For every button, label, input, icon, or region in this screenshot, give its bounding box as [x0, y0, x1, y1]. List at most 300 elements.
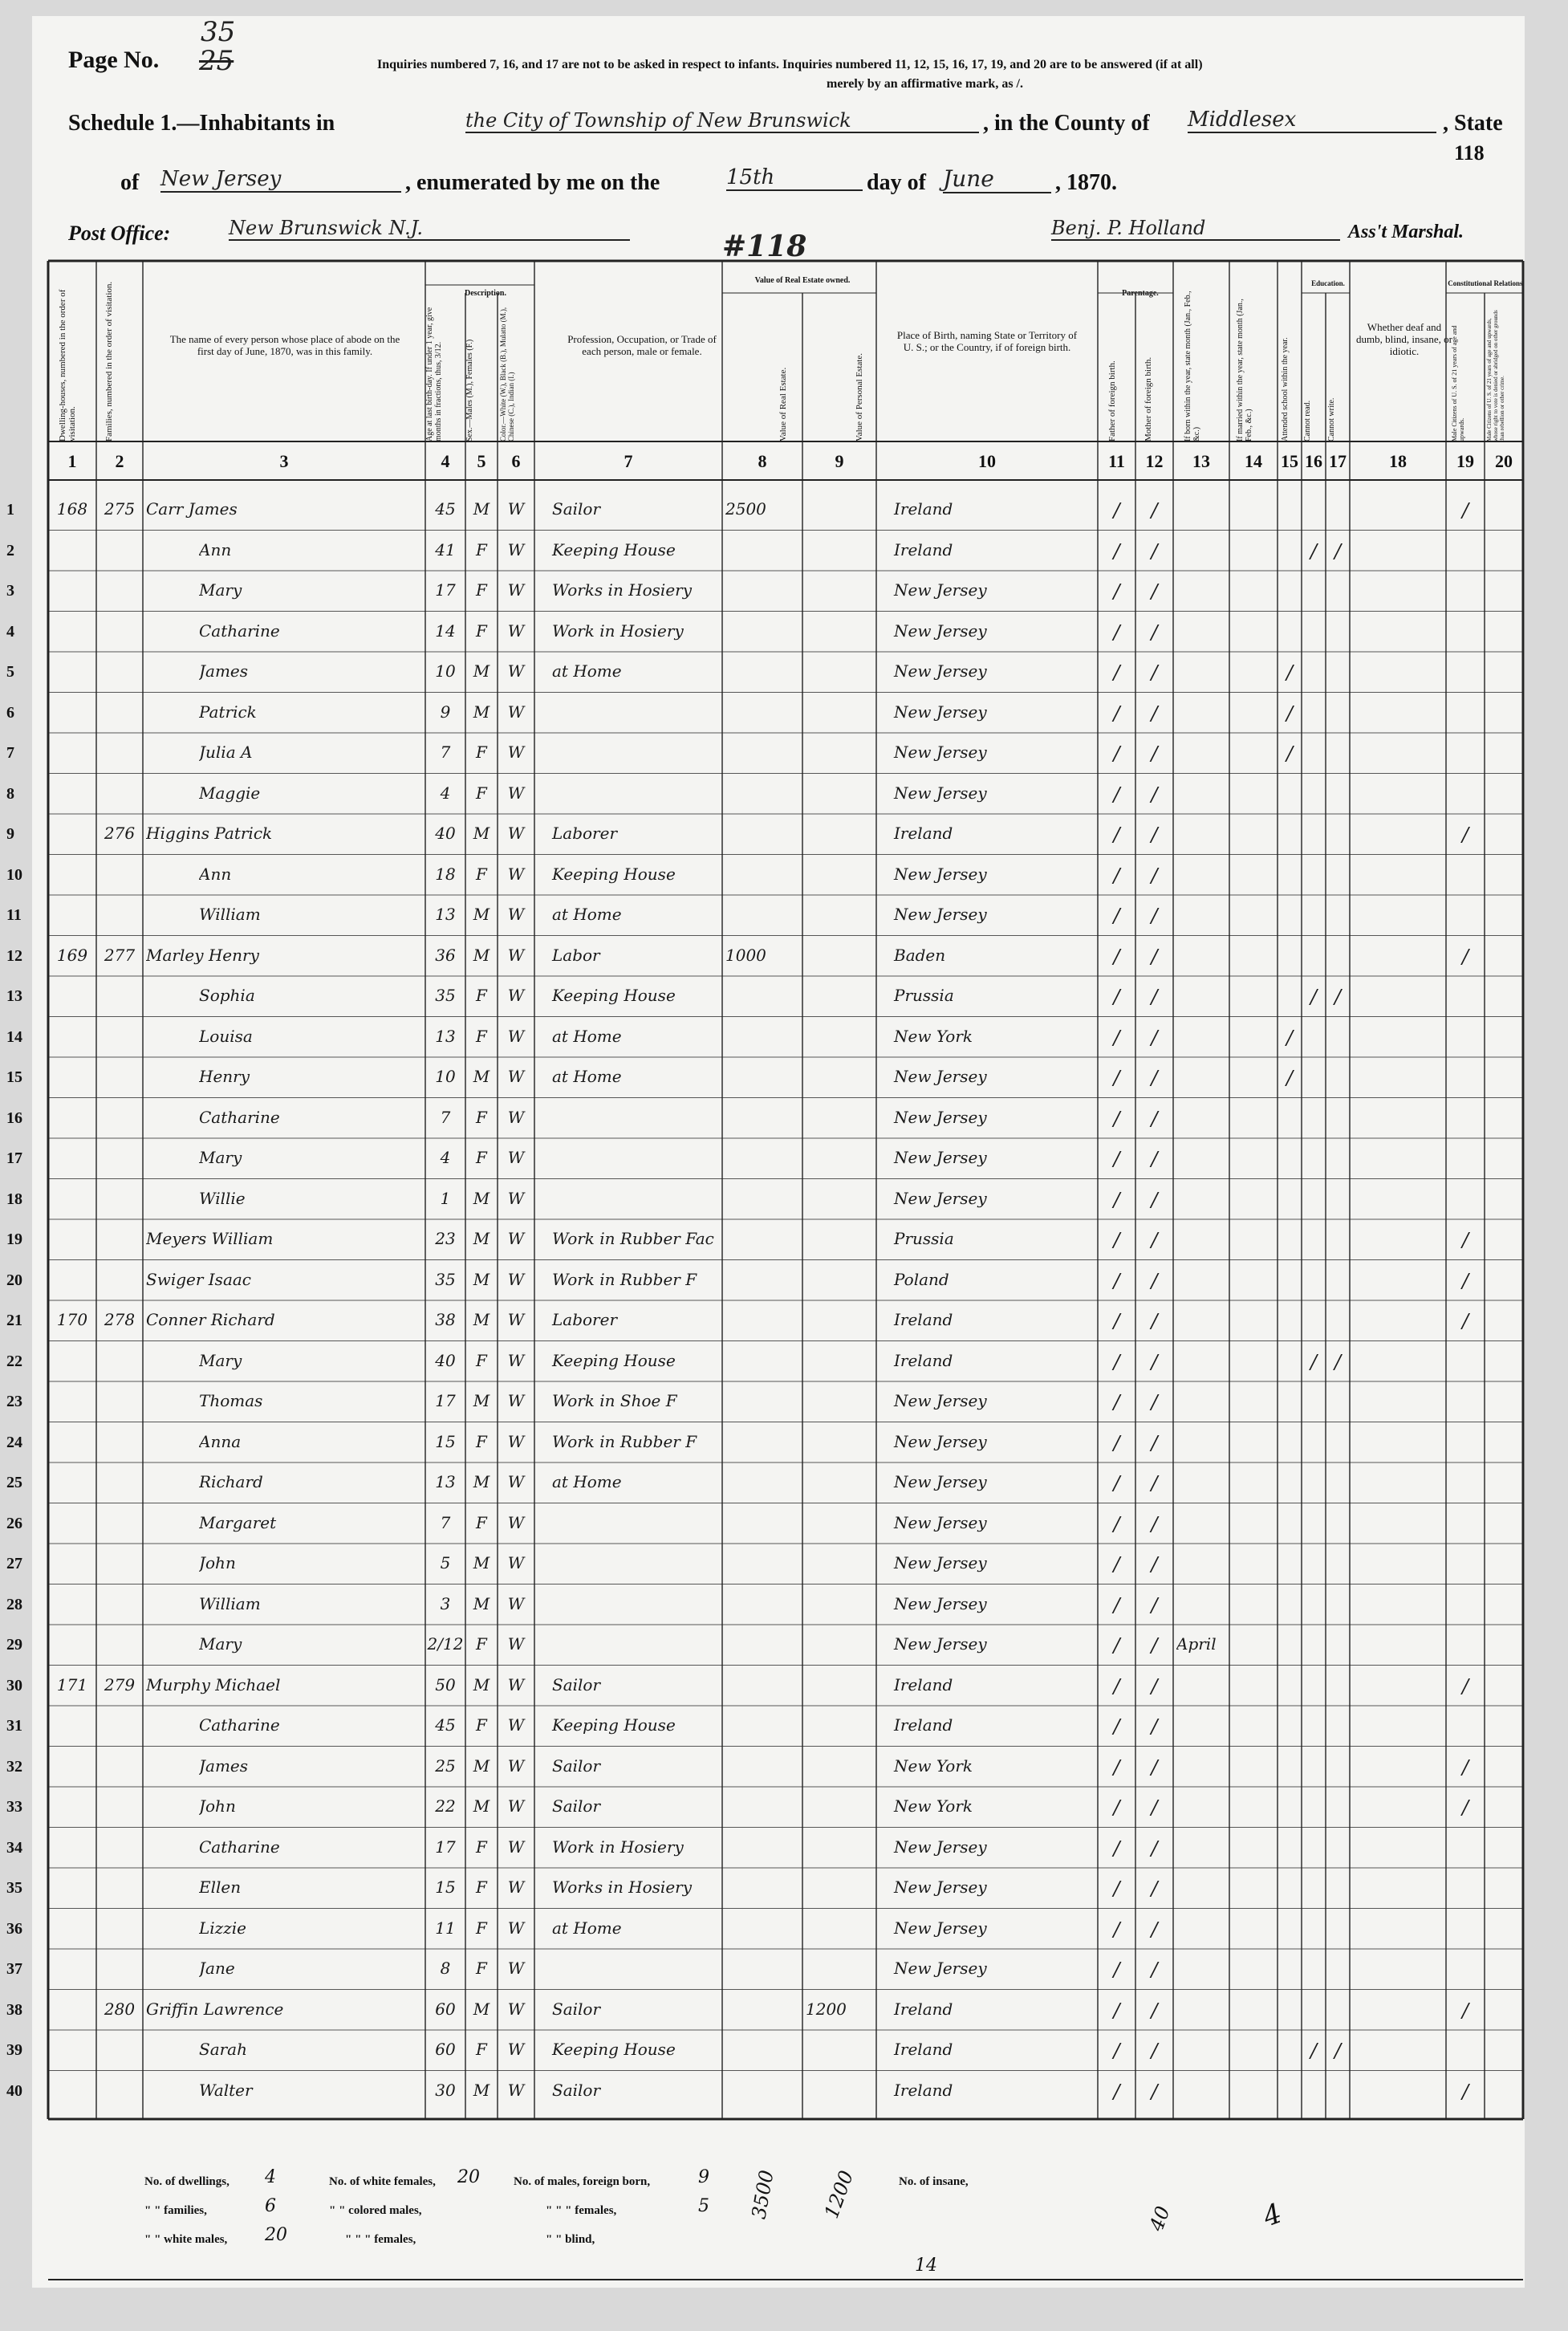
cell-color: W: [507, 1837, 525, 1857]
cell-mother-foreign: /: [1151, 1593, 1158, 1617]
cell-mother-foreign: /: [1151, 1715, 1158, 1738]
cell-age: 35: [435, 1269, 456, 1289]
cell-name: Anna: [199, 1431, 242, 1451]
cell-sex: M: [473, 1755, 490, 1776]
cell-sex: M: [473, 499, 490, 519]
cell-age: 17: [435, 1837, 456, 1857]
header-personal-estate: Value of Personal Estate.: [855, 353, 864, 441]
row-number-left: 23: [6, 1393, 22, 1410]
cell-occupation: Labor: [552, 945, 600, 965]
cell-color: W: [507, 2080, 525, 2100]
row-number-left: 19: [6, 1231, 22, 1248]
cell-name: Louisa: [199, 1026, 253, 1046]
cell-name: Richard: [199, 1472, 263, 1491]
column-number: 1: [67, 451, 77, 471]
row-number-left: 13: [6, 987, 22, 1005]
column-number: 4: [441, 451, 450, 471]
cell-father-foreign: /: [1113, 1472, 1120, 1495]
cell-birthplace: New York: [894, 1755, 973, 1776]
cell-age: 13: [435, 1026, 456, 1046]
cell-occupation: Keeping House: [552, 864, 676, 884]
cell-name: Carr James: [146, 499, 238, 519]
cell-age: 41: [435, 539, 456, 559]
header-birthplace: Place of Birth, naming State or Territory of U. S.; or the Country, if of foreign birth.: [896, 329, 1078, 353]
cell-birthplace: New York: [894, 1796, 973, 1816]
cell-occupation: Work in Shoe F: [552, 1391, 677, 1410]
footer-families-value: 6: [265, 2196, 276, 2216]
cell-age: 9: [440, 702, 451, 722]
header-constitutional: Constitutional Relations.: [1448, 279, 1525, 287]
cell-name: Catharine: [199, 620, 280, 641]
row-number-left: 10: [6, 865, 22, 884]
cell-birthplace: Ireland: [894, 1674, 953, 1694]
cell-birthplace: New Jersey: [894, 1837, 987, 1857]
cell-occupation: at Home: [552, 1026, 622, 1046]
cell-occupation: Work in Rubber Fac: [552, 1229, 714, 1248]
cell-age: 38: [435, 1310, 456, 1329]
column-number: 9: [835, 451, 844, 471]
cell-occupation: at Home: [552, 905, 622, 924]
cell-age: 30: [435, 2080, 456, 2100]
cell-age: 18: [435, 864, 456, 884]
cell-color: W: [507, 1959, 525, 1978]
county-label: , in the County of: [983, 111, 1150, 136]
cell-sex: M: [473, 824, 490, 843]
cell-color: W: [507, 783, 525, 803]
cell-age: 1: [440, 1188, 451, 1208]
row-number-left: 32: [6, 1757, 22, 1776]
cell-color: W: [507, 1918, 525, 1938]
cell-name: Margaret: [199, 1512, 277, 1532]
cell-mother-foreign: /: [1151, 580, 1158, 603]
cell-birthplace: Prussia: [894, 986, 954, 1005]
column-number: 7: [624, 451, 633, 471]
cell-color: W: [507, 1755, 525, 1776]
cell-occupation: at Home: [552, 1472, 622, 1491]
cell-occupation: Keeping House: [552, 986, 676, 1005]
cell-name: Meyers William: [146, 1229, 274, 1248]
cell-name: Sophia: [199, 986, 255, 1005]
cell-mother-foreign: /: [1151, 1472, 1158, 1495]
cell-birthplace: New Jersey: [894, 864, 987, 884]
cell-sex: F: [476, 1959, 487, 1978]
page-number: 35: [201, 16, 236, 48]
cell-sex: F: [476, 539, 487, 559]
cell-age: 2/12: [427, 1634, 464, 1654]
cell-father-foreign: /: [1113, 1431, 1120, 1454]
place-handwritten: the City of Township of New Brunswick: [465, 109, 979, 133]
cell-sex: F: [476, 2040, 487, 2059]
cell-name: Julia A: [199, 742, 253, 762]
cell-name: James: [199, 661, 249, 681]
cell-age: 35: [435, 986, 456, 1005]
row-number-left: 12: [6, 946, 22, 965]
cell-color: W: [507, 1310, 525, 1329]
column-number: 16: [1305, 451, 1322, 471]
column-number: 10: [978, 451, 996, 471]
cell-name: Mary: [199, 1350, 242, 1370]
cell-birthplace: New Jersey: [894, 783, 987, 803]
cell-father-foreign: /: [1113, 1593, 1120, 1617]
cell-father-foreign: /: [1113, 945, 1120, 968]
cell-cannot-write: /: [1334, 2040, 1342, 2062]
cell-occupation: Laborer: [552, 824, 618, 843]
cell-color: W: [507, 661, 525, 681]
cell-father-foreign: /: [1113, 1512, 1120, 1536]
row-number-left: 25: [6, 1474, 22, 1491]
cell-age: 50: [435, 1674, 456, 1694]
header-color: Color.—White (W.), Black (B.), Mulatto (M.), Chinese (C.), Indian (I.): [499, 307, 515, 441]
census-sheet: [6, 16, 1525, 2288]
row-number-left: 21: [6, 1312, 22, 1329]
footer-males-foreign-label: No. of males, foreign born,: [514, 2175, 651, 2188]
cell-color: W: [507, 1350, 525, 1370]
column-number: 5: [477, 451, 486, 471]
cell-mother-foreign: /: [1151, 905, 1158, 927]
cell-mother-foreign: /: [1151, 1188, 1158, 1211]
cell-name: Lizzie: [199, 1918, 246, 1938]
cell-color: W: [507, 1796, 525, 1816]
cell-name: Ann: [199, 864, 232, 884]
cell-father-foreign: /: [1113, 1634, 1120, 1657]
column-number: 3: [279, 451, 289, 471]
cell-age: 7: [440, 742, 451, 762]
cell-occupation: Keeping House: [552, 539, 676, 559]
day-handwritten: 15th: [726, 165, 863, 191]
enumerated-label: , enumerated by me on the: [405, 170, 660, 195]
cell-mother-foreign: /: [1151, 1512, 1158, 1536]
row-number-left: 22: [6, 1352, 22, 1370]
sheet-number: #118: [722, 230, 807, 263]
cell-birthplace: New Jersey: [894, 1593, 987, 1613]
header-sex: Sex.—Males (M.), Females (F.): [465, 339, 474, 441]
cell-age: 40: [435, 1350, 456, 1370]
row-number-left: 35: [6, 1879, 22, 1897]
cell-birthplace: Prussia: [894, 1229, 954, 1248]
cell-age: 14: [435, 620, 456, 641]
header-description: Description.: [465, 289, 506, 298]
footer-females-label: " " " females,: [546, 2204, 617, 2217]
cell-age: 60: [435, 1999, 456, 2019]
cell-occupation: at Home: [552, 661, 622, 681]
column-number: 2: [115, 451, 124, 471]
cell-cannot-read: /: [1310, 2040, 1318, 2062]
row-number-left: 18: [6, 1190, 22, 1208]
cell-mother-foreign: /: [1151, 1431, 1158, 1454]
cell-color: W: [507, 824, 525, 843]
cell-color: W: [507, 1431, 525, 1451]
cell-birthplace: New Jersey: [894, 1553, 987, 1572]
of-label: of: [120, 170, 140, 195]
cell-birthplace: New Jersey: [894, 1877, 987, 1897]
cell-age: 10: [435, 661, 456, 681]
column-number: 14: [1245, 451, 1262, 471]
cell-sex: F: [476, 1634, 487, 1654]
cell-name: James: [199, 1755, 249, 1776]
cell-family: 280: [104, 1999, 136, 2019]
cell-birthplace: New Jersey: [894, 1107, 987, 1127]
cell-citizen: /: [1461, 499, 1469, 522]
row-number-left: 17: [6, 1149, 22, 1167]
cell-father-foreign: /: [1113, 1391, 1120, 1414]
column-number: 11: [1108, 451, 1125, 471]
cell-birthplace: Ireland: [894, 824, 953, 843]
cell-age: 15: [435, 1431, 456, 1451]
cell-sex: M: [473, 1229, 490, 1248]
header-citizens: Male Citizens of U. S. of 21 years of age and upwards.: [1451, 325, 1465, 441]
row-number-left: 26: [6, 1514, 22, 1532]
cell-birthplace: New Jersey: [894, 1512, 987, 1532]
cell-sex: M: [473, 1188, 490, 1208]
header-mother-foreign: Mother of foreign birth.: [1144, 356, 1153, 441]
footer-dwellings-value: 4: [265, 2167, 276, 2187]
cell-name: Maggie: [199, 783, 261, 803]
cell-school: /: [1286, 661, 1294, 684]
cell-color: W: [507, 1188, 525, 1208]
cell-age: 13: [435, 1472, 456, 1491]
cell-color: W: [507, 1593, 525, 1613]
cell-sex: F: [476, 1918, 487, 1938]
cell-dwelling: 169: [56, 945, 88, 965]
cell-occupation: at Home: [552, 1918, 622, 1938]
cell-mother-foreign: /: [1151, 539, 1158, 563]
cell-color: W: [507, 1229, 525, 1248]
cell-mother-foreign: /: [1151, 1999, 1158, 2022]
cell-name: Mary: [199, 1148, 242, 1167]
cell-occupation: Sailor: [552, 1674, 601, 1694]
cell-occupation: Works in Hosiery: [552, 1877, 693, 1897]
cell-birthplace: New Jersey: [894, 702, 987, 722]
cell-age: 17: [435, 580, 456, 600]
cell-family: 275: [104, 499, 136, 519]
cell-color: W: [507, 1472, 525, 1491]
cell-birthplace: New Jersey: [894, 661, 987, 681]
header-name: The name of every person whose place of abode on the first day of June, 1870, was in this family.: [169, 333, 400, 357]
cell-occupation: Works in Hosiery: [552, 580, 693, 600]
cell-color: W: [507, 499, 525, 519]
header-age: Age at last birth-day. If under 1 year, give months in fractions, thus, 3/12.: [425, 307, 443, 441]
cell-mother-foreign: /: [1151, 1796, 1158, 1819]
cell-sex: F: [476, 1107, 487, 1127]
cell-mother-foreign: /: [1151, 824, 1158, 846]
cell-cannot-write: /: [1334, 1350, 1342, 1373]
cell-sex: M: [473, 2080, 490, 2100]
cell-name: Willie: [199, 1188, 246, 1208]
cell-born-month: April: [1176, 1634, 1217, 1654]
cell-father-foreign: /: [1113, 905, 1120, 927]
page-label: Page No.: [68, 47, 160, 73]
cell-name: Catharine: [199, 1837, 280, 1857]
row-number-left: 15: [6, 1068, 22, 1086]
cell-occupation: Sailor: [552, 1999, 601, 2019]
cell-name: Walter: [199, 2080, 253, 2100]
footer-colored-females-label: " " " females,: [345, 2233, 416, 2246]
cell-color: W: [507, 702, 525, 722]
cell-father-foreign: /: [1113, 1837, 1120, 1860]
cell-color: W: [507, 539, 525, 559]
cell-sex: F: [476, 986, 487, 1005]
cell-school: /: [1286, 1026, 1294, 1049]
cell-age: 17: [435, 1391, 456, 1410]
column-number: 20: [1495, 451, 1513, 471]
cell-mother-foreign: /: [1151, 864, 1158, 887]
cell-sex: M: [473, 1553, 490, 1572]
state-label: , State: [1443, 111, 1503, 136]
cell-mother-foreign: /: [1151, 1755, 1158, 1779]
cell-birthplace: New Jersey: [894, 1067, 987, 1086]
cell-father-foreign: /: [1113, 1310, 1120, 1332]
cell-real-estate: 1000: [725, 945, 766, 965]
cell-age: 4: [440, 783, 451, 803]
cell-color: W: [507, 1634, 525, 1654]
cell-father-foreign: /: [1113, 1796, 1120, 1819]
cell-age: 7: [440, 1512, 451, 1532]
cell-citizen: /: [1461, 1796, 1469, 1819]
cell-birthplace: New Jersey: [894, 1472, 987, 1491]
footer-margin-mark-1: 40: [1144, 2203, 1175, 2235]
row-number-left: 16: [6, 1109, 22, 1127]
cell-name: John: [199, 1553, 236, 1572]
row-number-left: 24: [6, 1433, 22, 1451]
header-school: Attended school within the year.: [1281, 337, 1290, 441]
month-handwritten: June: [943, 165, 1051, 193]
cell-age: 3: [440, 1593, 451, 1613]
cell-age: 11: [435, 1918, 456, 1938]
cell-mother-foreign: /: [1151, 661, 1158, 684]
cell-color: W: [507, 580, 525, 600]
row-number-left: 33: [6, 1798, 22, 1816]
cell-color: W: [507, 1391, 525, 1410]
cell-sex: M: [473, 1674, 490, 1694]
county-handwritten: Middlesex: [1188, 108, 1436, 133]
cell-cannot-read: /: [1310, 539, 1318, 563]
cell-sex: F: [476, 620, 487, 641]
cell-mother-foreign: /: [1151, 1026, 1158, 1049]
cell-occupation: Keeping House: [552, 2040, 676, 2059]
cell-name: Patrick: [199, 702, 257, 722]
cell-citizen: /: [1461, 1755, 1469, 1779]
cell-father-foreign: /: [1113, 1148, 1120, 1170]
cell-family: 278: [104, 1310, 136, 1329]
cell-sex: M: [473, 945, 490, 965]
cell-school: /: [1286, 742, 1294, 765]
cell-father-foreign: /: [1113, 1959, 1120, 1981]
footer-white-females-value: 20: [457, 2167, 480, 2187]
header-deaf-blind: Whether deaf and dumb, blind, insane, or idiotic.: [1356, 321, 1452, 357]
cell-father-foreign: /: [1113, 1107, 1120, 1130]
cell-birthplace: New Jersey: [894, 742, 987, 762]
column-number: 12: [1145, 451, 1164, 471]
footer-colored-males-label: " " colored males,: [329, 2204, 422, 2217]
inquiry-note-1: Inquiries numbered 7, 16, and 17 are not to be asked in respect to infants. Inquiries numbered 11, 12, 15, 16, 17, 19, and 20 are to be answered (if at all): [377, 58, 1203, 71]
cell-occupation: Work in Hosiery: [552, 1837, 684, 1857]
footer-females-foreign-value: 5: [698, 2196, 709, 2216]
cell-citizen: /: [1461, 824, 1469, 846]
header-real-estate: Value of Real Estate.: [778, 367, 788, 441]
cell-occupation: Work in Rubber F: [552, 1269, 697, 1289]
cell-mother-foreign: /: [1151, 1553, 1158, 1576]
cell-citizen: /: [1461, 1999, 1469, 2022]
cell-sex: F: [476, 1715, 487, 1735]
cell-mother-foreign: /: [1151, 2080, 1158, 2103]
cell-sex: M: [473, 1999, 490, 2019]
cell-birthplace: Poland: [894, 1269, 949, 1289]
page-number-struck: 25: [199, 45, 234, 77]
row-number-left: 5: [6, 663, 14, 681]
cell-father-foreign: /: [1113, 580, 1120, 603]
header-born-month: If born within the year, state month (Jan., Feb., &c.): [1184, 291, 1201, 441]
cell-father-foreign: /: [1113, 1026, 1120, 1049]
cell-mother-foreign: /: [1151, 1391, 1158, 1414]
cell-birthplace: New Jersey: [894, 1918, 987, 1938]
cell-color: W: [507, 1553, 525, 1572]
cell-age: 45: [435, 1715, 456, 1735]
row-number-left: 20: [6, 1271, 22, 1289]
cell-citizen: /: [1461, 1229, 1469, 1251]
cell-name: William: [199, 905, 261, 924]
cell-cannot-read: /: [1310, 1350, 1318, 1373]
header-parentage: Parentage.: [1122, 289, 1159, 298]
column-number: 17: [1329, 451, 1347, 471]
cell-family: 277: [104, 945, 136, 965]
cell-name: Griffin Lawrence: [146, 1999, 284, 2019]
row-number-left: 1: [6, 501, 14, 519]
footer-white-females-label: No. of white females,: [329, 2175, 436, 2188]
cell-name: Ann: [199, 539, 232, 559]
cell-birthplace: New Jersey: [894, 1391, 987, 1410]
footer-personal-estate-total: 1200: [819, 2167, 859, 2222]
cell-occupation: Sailor: [552, 1755, 601, 1776]
cell-name: Mary: [199, 1634, 242, 1654]
post-office-handwritten: New Brunswick N.J.: [229, 217, 630, 241]
cell-citizen: /: [1461, 2080, 1469, 2103]
cell-dwelling: 171: [56, 1674, 88, 1694]
cell-mother-foreign: /: [1151, 1229, 1158, 1251]
cell-father-foreign: /: [1113, 1553, 1120, 1576]
cell-age: 60: [435, 2040, 456, 2059]
cell-name: William: [199, 1593, 261, 1613]
header-family: Families, numbered in the order of visitation.: [104, 281, 114, 441]
cell-birthplace: Ireland: [894, 1715, 953, 1735]
row-number-left: 7: [6, 744, 14, 762]
cell-cannot-write: /: [1334, 539, 1342, 563]
cell-father-foreign: /: [1113, 1918, 1120, 1941]
cell-sex: F: [476, 1148, 487, 1167]
marshal-label: Ass't Marshal.: [1348, 222, 1464, 242]
row-number-left: 2: [6, 541, 14, 559]
cell-mother-foreign: /: [1151, 1674, 1158, 1698]
cell-dwelling: 168: [56, 499, 88, 519]
cell-color: W: [507, 1512, 525, 1532]
cell-color: W: [507, 945, 525, 965]
cell-color: W: [507, 864, 525, 884]
cell-mother-foreign: /: [1151, 1918, 1158, 1941]
cell-sex: F: [476, 742, 487, 762]
cell-father-foreign: /: [1113, 1067, 1120, 1089]
footer-blind-label: " " blind,: [546, 2233, 595, 2246]
post-office-label: Post Office:: [68, 222, 171, 245]
cell-birthplace: New Jersey: [894, 1188, 987, 1208]
cell-occupation: Keeping House: [552, 1715, 676, 1735]
cell-birthplace: Ireland: [894, 499, 953, 519]
cell-color: W: [507, 1877, 525, 1897]
cell-mother-foreign: /: [1151, 986, 1158, 1008]
cell-age: 45: [435, 499, 456, 519]
cell-color: W: [507, 742, 525, 762]
row-number-left: 9: [6, 825, 14, 843]
cell-age: 8: [440, 1959, 451, 1978]
cell-birthplace: Ireland: [894, 2040, 953, 2059]
